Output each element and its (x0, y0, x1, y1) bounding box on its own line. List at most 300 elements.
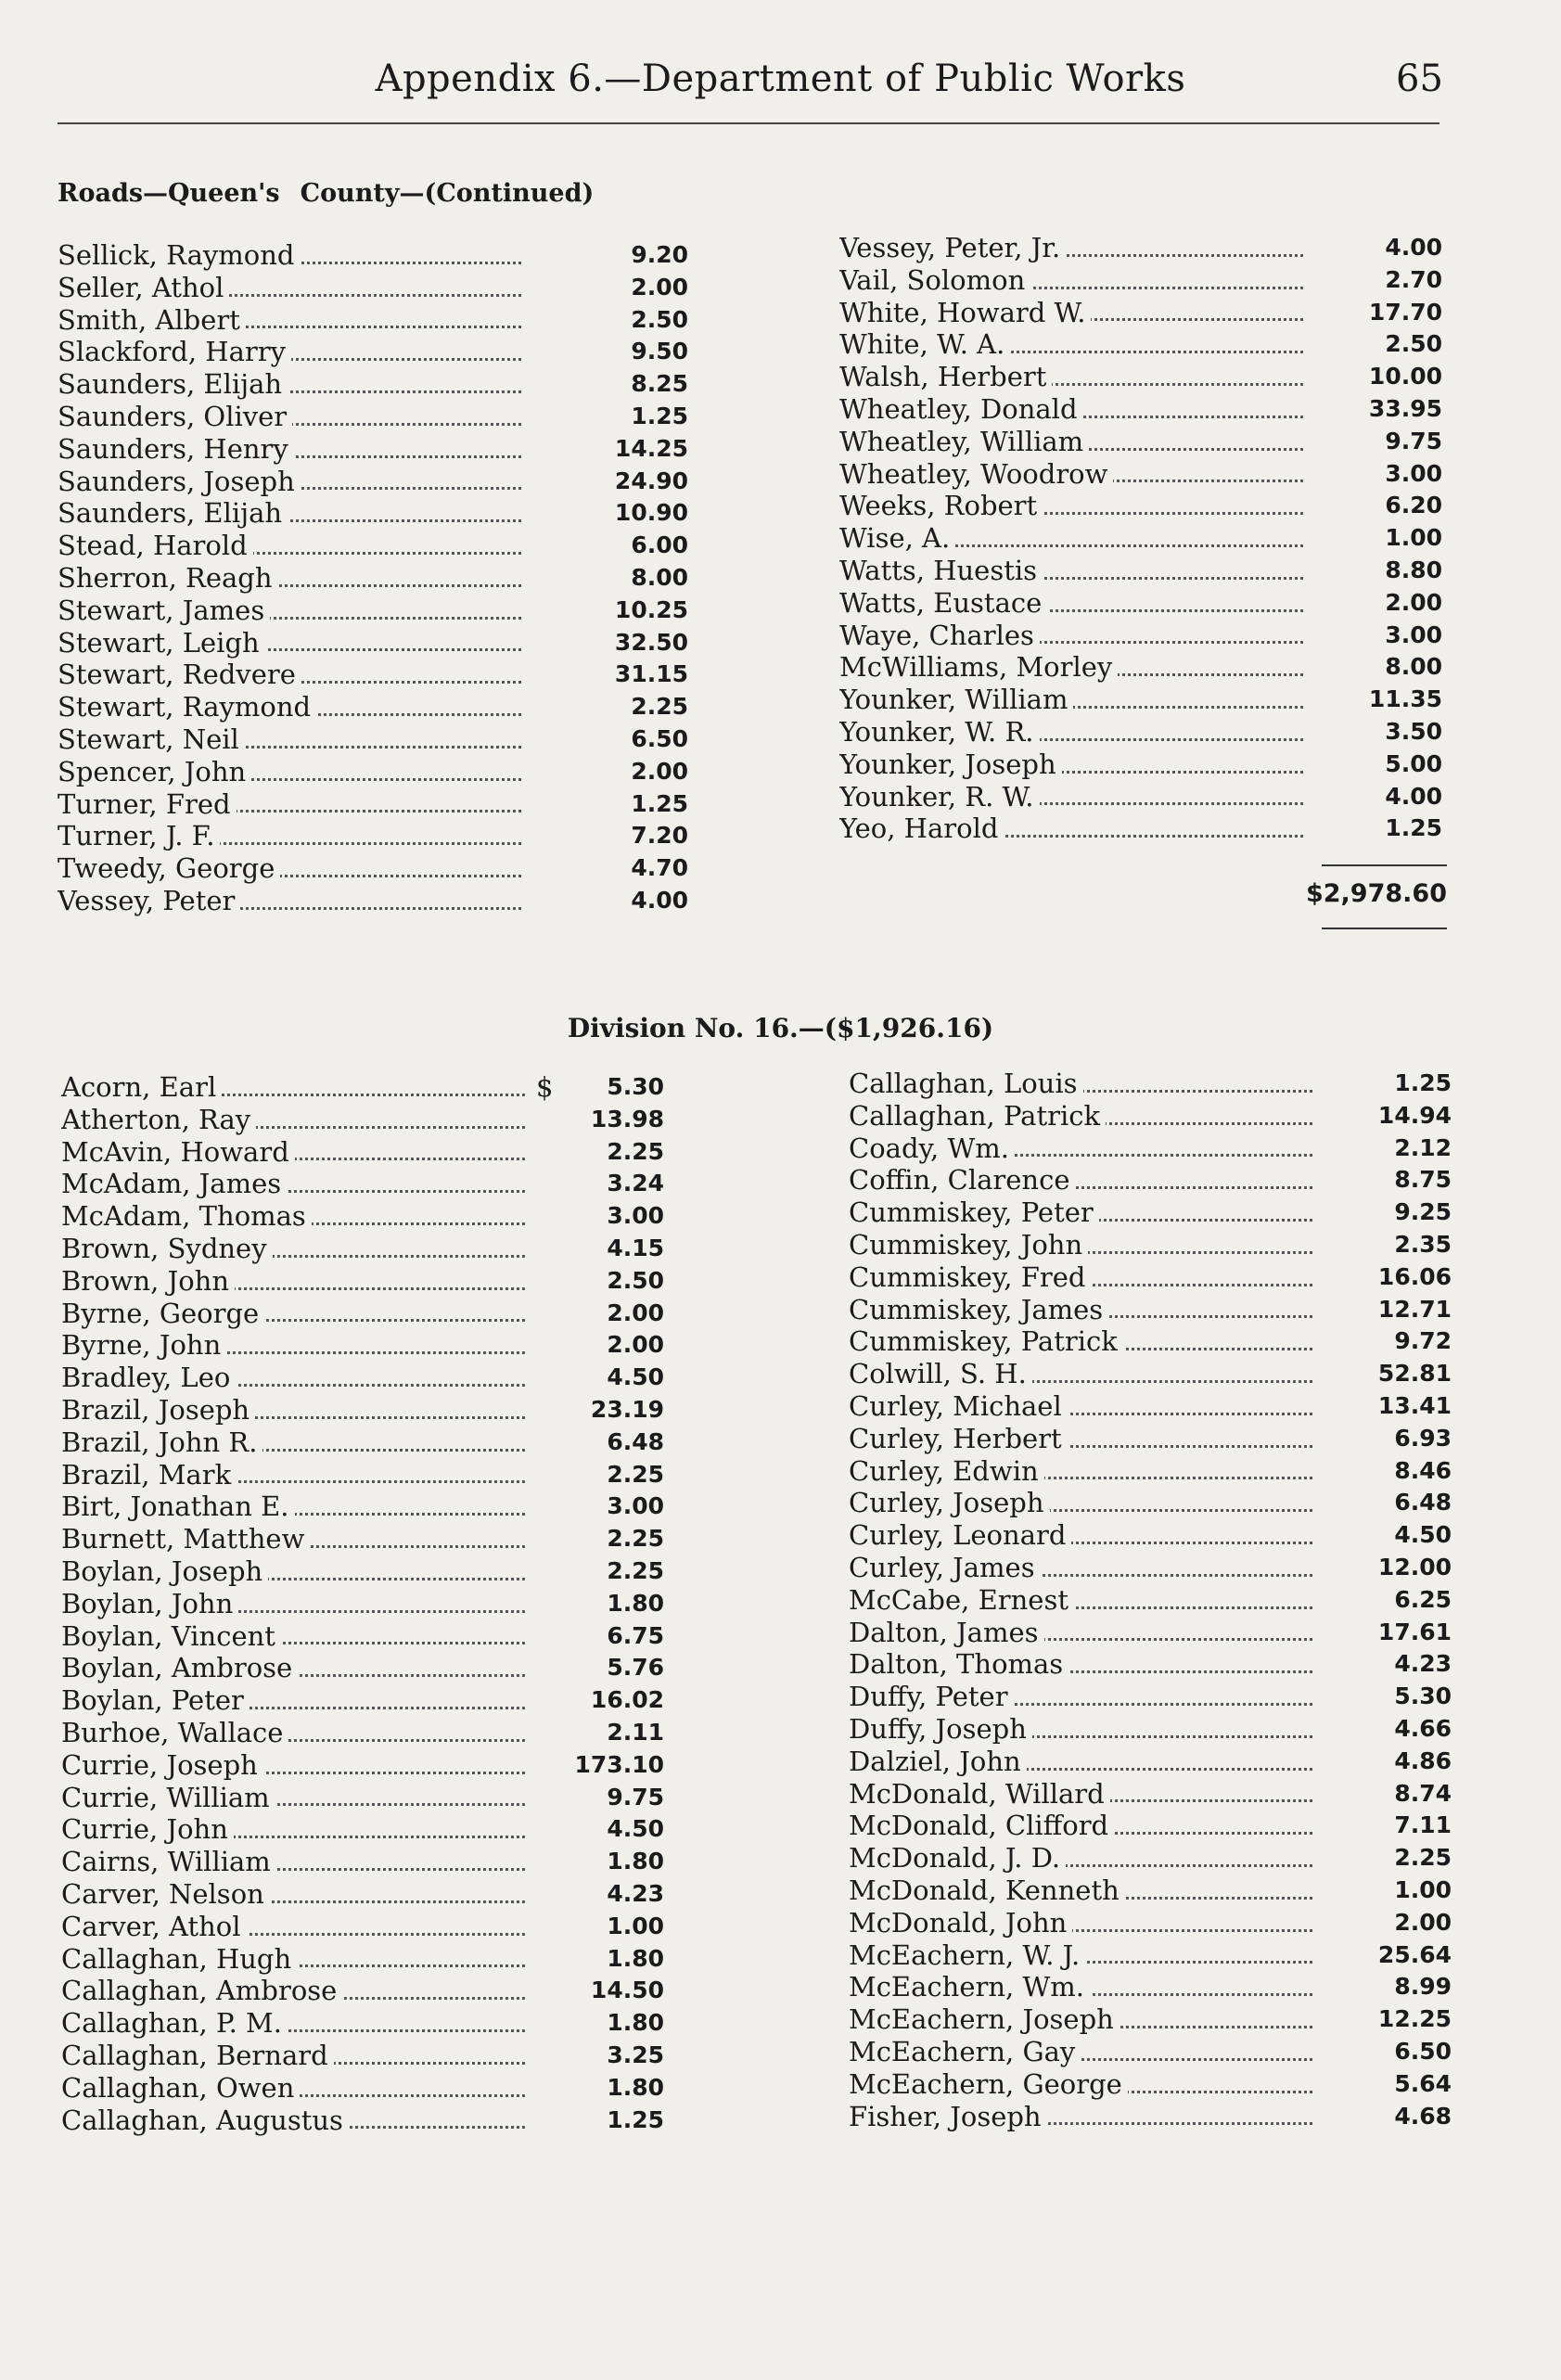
payment-amount: 17.70 (1368, 298, 1442, 326)
ledger-row (61, 2040, 664, 2072)
payee-name: Bradley, Leo (61, 1362, 236, 1393)
ledger-row (839, 781, 1442, 813)
payee-name: Callaghan, Augustus (61, 2105, 349, 2136)
payee-name: Sherron, Reagh (58, 562, 278, 594)
ledger-row (839, 426, 1442, 458)
payee-name: Brazil, John R. (61, 1427, 262, 1458)
payment-amount: 1.25 (607, 2105, 664, 2133)
payment-amount: 6.50 (1394, 2037, 1452, 2065)
payee-name: Younker, R. W. (839, 781, 1040, 813)
ledger-row (58, 659, 688, 691)
payment-amount: 4.50 (607, 1363, 664, 1391)
ledger-row (61, 1846, 664, 1878)
payee-name: Saunders, Elijah (58, 368, 288, 400)
ledger-row (61, 1878, 664, 1911)
ledger-row (61, 1394, 664, 1427)
ledger-row (849, 1164, 1452, 1196)
payment-amount: 2.11 (607, 1718, 664, 1746)
ledger-row (849, 2068, 1452, 2101)
payee-name: McDonald, J. D. (849, 1842, 1066, 1874)
ledger-row (61, 1362, 664, 1394)
payee-name: Spencer, John (58, 756, 251, 787)
payment-amount: 7.11 (1394, 1811, 1452, 1839)
payee-name: Younker, William (839, 684, 1073, 715)
payment-amount: 2.00 (607, 1331, 664, 1359)
payment-amount: 2.25 (607, 1525, 664, 1553)
payee-name: Boylan, Vincent (61, 1620, 281, 1652)
header-rule (58, 122, 1439, 124)
payee-name: Currie, Joseph (61, 1749, 263, 1781)
ledger-row (58, 272, 688, 304)
payee-name: Callaghan, Bernard (61, 2040, 334, 2071)
payee-name: Curley, Edwin (849, 1455, 1044, 1487)
payment-amount: 2.12 (1394, 1133, 1452, 1161)
ledger-row (61, 1523, 664, 1555)
payee-name: McEachern, W. J. (849, 1939, 1085, 1971)
payment-amount: 10.00 (1368, 363, 1442, 390)
payment-amount: 1.80 (607, 1589, 664, 1617)
ledger-row (58, 368, 688, 401)
payment-amount: 4.50 (607, 1815, 664, 1843)
ledger-row (849, 1455, 1452, 1488)
payee-name: Callaghan, Patrick (849, 1100, 1106, 1132)
payment-amount: 8.25 (631, 370, 688, 398)
ledger-row (849, 1810, 1452, 1842)
page-number: 65 (1396, 58, 1443, 100)
payee-name: McAvin, Howard (61, 1136, 295, 1168)
payee-name: McEachern, Gay (849, 2036, 1081, 2067)
ledger-row (58, 497, 688, 530)
ledger-row (58, 466, 688, 498)
payee-name: Boylan, Ambrose (61, 1652, 298, 1683)
payment-amount: 25.64 (1377, 1940, 1452, 1968)
ledger-row (61, 1652, 664, 1684)
payment-amount: 2.00 (1385, 588, 1442, 616)
payment-amount: 1.00 (607, 1912, 664, 1939)
payee-name: Walsh, Herbert (839, 361, 1052, 392)
payee-name: Cummiskey, John (849, 1229, 1088, 1260)
payment-amount: 1.80 (607, 2073, 664, 2101)
payment-amount: 32.50 (614, 628, 688, 656)
section-title (58, 179, 614, 208)
ledger-row (61, 2105, 664, 2137)
ledger-row (58, 433, 688, 466)
ledger-row (849, 1971, 1452, 2003)
payment-amount: 6.48 (607, 1427, 664, 1455)
payment-amount: 3.00 (1385, 459, 1442, 487)
payment-amount: 3.25 (607, 2041, 664, 2068)
payment-amount: 1.80 (607, 1944, 664, 1972)
section-title-part2: County—(Continued) (300, 179, 595, 208)
ledger-row (61, 1943, 664, 1976)
ledger-row (61, 1620, 664, 1653)
ledger-row (839, 393, 1442, 426)
payee-name: Burnett, Matthew (61, 1523, 310, 1555)
payee-name: Cairns, William (61, 1846, 276, 1877)
page-header-title: Appendix 6.—Department of Public Works (375, 58, 1186, 100)
payment-amount: 14.94 (1377, 1101, 1452, 1129)
total-rule-bottom (1322, 928, 1447, 929)
payment-amount: 11.35 (1368, 685, 1442, 713)
payment-amount: 8.00 (631, 563, 688, 591)
payment-amount: 9.72 (1394, 1327, 1452, 1355)
payee-name: Byrne, John (61, 1329, 226, 1361)
ledger-row (849, 1907, 1452, 1939)
payee-name: Stewart, James (58, 595, 270, 626)
payment-amount: 2.25 (607, 1137, 664, 1165)
payment-amount: 4.50 (1394, 1521, 1452, 1549)
payment-amount: 2.00 (1394, 1908, 1452, 1936)
payment-amount: 13.98 (590, 1105, 664, 1132)
payment-amount: 2.50 (631, 305, 688, 333)
payee-name: Cummiskey, Peter (849, 1196, 1099, 1228)
ledger-row (839, 620, 1442, 652)
payment-amount: 9.50 (631, 338, 688, 365)
payment-amount: 12.00 (1377, 1553, 1452, 1580)
payee-name: Byrne, George (61, 1298, 264, 1329)
payee-name: Callaghan, Louis (849, 1068, 1083, 1099)
payment-amount: 9.75 (607, 1783, 664, 1811)
ledger-row (61, 1975, 664, 2007)
ledger-row (849, 1261, 1452, 1294)
payee-name: Duffy, Peter (849, 1681, 1014, 1712)
payee-name: Curley, Michael (849, 1390, 1068, 1422)
payee-name: Saunders, Elijah (58, 497, 288, 529)
ledger-row (839, 716, 1442, 749)
payment-amount: 14.25 (614, 434, 688, 462)
payment-amount: 3.24 (607, 1170, 664, 1197)
ledger-row (58, 401, 688, 433)
payee-name: Stewart, Redvere (58, 659, 301, 690)
payee-name: White, Howard W. (839, 297, 1091, 328)
ledger-row (61, 1136, 664, 1169)
payee-name: Acorn, Earl (61, 1071, 222, 1103)
payment-amount: 17.61 (1377, 1618, 1452, 1645)
payment-amount: 2.25 (631, 693, 688, 721)
payment-amount: 4.00 (631, 886, 688, 914)
ledger-row (849, 1778, 1452, 1811)
payment-amount: 5.00 (1385, 749, 1442, 777)
payee-name: McAdam, Thomas (61, 1200, 312, 1232)
ledger-row (849, 2036, 1452, 2068)
ledger-row (58, 530, 688, 562)
ledger-row (849, 1746, 1452, 1778)
payment-amount: 1.25 (631, 402, 688, 429)
payment-amount: 1.25 (631, 789, 688, 817)
ledger-row (61, 1588, 664, 1620)
ledger-row (849, 1100, 1452, 1132)
ledger-row (61, 1459, 664, 1491)
bottom-right-ledger-list (849, 1068, 1452, 2132)
payee-name: McWilliams, Morley (839, 651, 1118, 683)
payment-amount: 8.74 (1394, 1779, 1452, 1807)
payee-name: Watts, Eustace (839, 587, 1047, 619)
payment-amount: 9.75 (1385, 427, 1442, 454)
payment-amount: 3.00 (1385, 621, 1442, 648)
payee-name: Cummiskey, Patrick (849, 1325, 1123, 1357)
ledger-row (61, 1555, 664, 1588)
payment-amount: 5.64 (1394, 2069, 1452, 2097)
payment-amount: 2.25 (607, 1556, 664, 1584)
payment-amount: 2.50 (607, 1266, 664, 1294)
payee-name: Birt, Jonathan E. (61, 1491, 295, 1522)
payment-amount: 8.99 (1394, 1973, 1452, 2001)
payee-name: Boylan, Joseph (61, 1555, 268, 1587)
ledger-row (849, 1229, 1452, 1261)
ledger-row (58, 595, 688, 627)
ledger-row (58, 820, 688, 852)
ledger-row (61, 1782, 664, 1814)
payee-name: McEachern, Joseph (849, 2003, 1120, 2035)
ledger-row (61, 1071, 664, 1104)
payee-name: McDonald, John (849, 1907, 1072, 1939)
payment-amount: 4.68 (1394, 2102, 1452, 2130)
ledger-row (58, 239, 688, 272)
payee-name: Stead, Harold (58, 530, 253, 561)
ledger-row (839, 684, 1442, 716)
payment-amount: 7.20 (631, 822, 688, 850)
ledger-row (61, 2072, 664, 2105)
ledger-row (61, 2007, 664, 2040)
payee-name: Wheatley, Woodrow (839, 458, 1113, 490)
payee-name: Stewart, Leigh (58, 627, 265, 659)
payee-name: Callaghan, Hugh (61, 1943, 297, 1975)
section-title-part1: Roads—Queen's (58, 179, 280, 208)
dollar-sign: $ (536, 1071, 554, 1103)
payee-name: Tweedy, George (58, 852, 280, 884)
payee-name: Atherton, Ray (61, 1104, 256, 1135)
payment-amount: 4.15 (607, 1234, 664, 1261)
ledger-row (839, 555, 1442, 587)
payee-name: McAdam, James (61, 1168, 287, 1199)
payee-name: Brown, John (61, 1265, 235, 1297)
ledger-row (839, 749, 1442, 781)
ledger-row (61, 1329, 664, 1362)
payment-amount: 9.20 (631, 241, 688, 268)
ledger-row (839, 458, 1442, 491)
ledger-row (61, 1813, 664, 1846)
payee-name: Curley, Leonard (849, 1519, 1071, 1551)
payment-amount: 6.00 (631, 531, 688, 559)
ledger-row (839, 490, 1442, 522)
payee-name: McCabe, Ernest (849, 1584, 1074, 1616)
ledger-row (849, 1713, 1452, 1746)
payment-amount: 2.00 (607, 1299, 664, 1326)
payee-name: Slackford, Harry (58, 336, 291, 367)
payee-name: Waye, Charles (839, 620, 1040, 651)
payee-name: Vessey, Peter, Jr. (839, 232, 1066, 263)
payee-name: Weeks, Robert (839, 490, 1043, 521)
top-right-ledger-list (839, 232, 1442, 845)
ledger-row (839, 813, 1442, 845)
payee-name: Dalton, Thomas (849, 1648, 1068, 1680)
payment-amount: 1.80 (607, 2009, 664, 2037)
ledger-row (58, 788, 688, 821)
payee-name: Brown, Sydney (61, 1233, 273, 1264)
payee-name: Younker, W. R. (839, 716, 1040, 748)
payee-name: Wheatley, William (839, 426, 1089, 457)
payee-name: McDonald, Kenneth (849, 1875, 1125, 1906)
payment-amount: 2.35 (1394, 1230, 1452, 1258)
payment-amount: 6.93 (1394, 1424, 1452, 1452)
ledger-row (849, 1552, 1452, 1584)
payee-name: Turner, J. F. (58, 820, 220, 851)
payment-amount: 23.19 (590, 1395, 664, 1423)
payment-amount: 33.95 (1368, 394, 1442, 422)
payment-amount: 24.90 (614, 467, 688, 494)
payment-amount: 1.25 (1394, 1069, 1452, 1096)
payee-name: Cummiskey, James (849, 1294, 1108, 1325)
payment-amount: 52.81 (1377, 1360, 1452, 1388)
payment-amount: 173.10 (574, 1750, 664, 1778)
ledger-row (58, 885, 688, 917)
ledger-row (849, 1294, 1452, 1326)
payee-name: Callaghan, Ambrose (61, 1975, 342, 2006)
ledger-row (849, 1939, 1452, 1972)
payment-amount: 13.41 (1377, 1391, 1452, 1419)
payee-name: Fisher, Joseph (849, 2101, 1047, 2132)
ledger-row (58, 852, 688, 885)
ledger-row (58, 562, 688, 595)
ledger-row (849, 2003, 1452, 2036)
ledger-row (58, 723, 688, 756)
ledger-row (849, 2101, 1452, 2133)
ledger-row (839, 297, 1442, 329)
ledger-row (849, 1487, 1452, 1519)
payee-name: White, W. A. (839, 328, 1010, 360)
ledger-row (61, 1265, 664, 1298)
ledger-row (58, 756, 688, 788)
payment-amount: 1.00 (1394, 1875, 1452, 1903)
payee-name: Younker, Joseph (839, 749, 1062, 780)
ledger-row (839, 328, 1442, 361)
payee-name: Dalton, James (849, 1617, 1044, 1648)
payee-name: Saunders, Oliver (58, 401, 292, 432)
payment-amount: 3.00 (607, 1492, 664, 1520)
payment-amount: 2.00 (631, 757, 688, 785)
payment-amount: 3.50 (1385, 717, 1442, 745)
payee-name: Wise, A. (839, 522, 955, 554)
payee-name: Vail, Solomon (839, 264, 1030, 296)
payee-name: Yeo, Harold (839, 813, 1004, 844)
payee-name: Curley, Joseph (849, 1487, 1050, 1518)
division-heading: Division No. 16.—($1,926.16) (567, 1013, 994, 1043)
ledger-row (839, 232, 1442, 264)
payment-amount: 16.06 (1377, 1262, 1452, 1290)
payee-name: Seller, Athol (58, 272, 229, 303)
payment-amount: 2.25 (1394, 1844, 1452, 1872)
payee-name: Saunders, Henry (58, 433, 294, 465)
payment-amount: 2.70 (1385, 265, 1442, 293)
payee-name: Watts, Huestis (839, 555, 1043, 586)
payee-name: Coady, Wm. (849, 1132, 1015, 1164)
payee-name: Curley, James (849, 1552, 1041, 1583)
payment-amount: 31.15 (614, 660, 688, 688)
payee-name: Currie, William (61, 1782, 275, 1813)
ledger-row (849, 1132, 1452, 1165)
payment-amount: 6.50 (631, 724, 688, 752)
payment-amount: 6.25 (1394, 1585, 1452, 1613)
ledger-row (61, 1233, 664, 1265)
total-rule-top (1322, 864, 1447, 866)
ledger-row (849, 1325, 1452, 1358)
payment-amount: 5.30 (607, 1073, 664, 1100)
ledger-row (849, 1584, 1452, 1617)
section-total: $2,978.60 (1305, 879, 1447, 908)
ledger-row (839, 587, 1442, 620)
ledger-row (839, 522, 1442, 555)
ledger-row (61, 1717, 664, 1749)
ledger-row (839, 361, 1442, 393)
payment-amount: 10.25 (614, 595, 688, 623)
payment-amount: 12.25 (1377, 2005, 1452, 2033)
payee-name: Dalziel, John (849, 1746, 1027, 1777)
ledger-row (849, 1423, 1452, 1455)
ledger-row (849, 1358, 1452, 1390)
ledger-row (61, 1427, 664, 1459)
payee-name: Burhoe, Wallace (61, 1717, 288, 1748)
payee-name: Vessey, Peter (58, 885, 240, 916)
payment-amount: 2.00 (631, 273, 688, 301)
payment-amount: 6.48 (1394, 1489, 1452, 1516)
ledger-row (61, 1684, 664, 1717)
payment-amount: 1.00 (1385, 524, 1442, 552)
ledger-row (849, 1648, 1452, 1681)
payee-name: Turner, Fred (58, 788, 237, 820)
payment-amount: 8.75 (1394, 1166, 1452, 1194)
ledger-row (58, 691, 688, 723)
payment-amount: 4.66 (1394, 1714, 1452, 1742)
ledger-row (58, 336, 688, 368)
payee-name: Carver, Athol (61, 1911, 247, 1942)
payment-amount: 8.80 (1385, 556, 1442, 583)
payment-amount: 2.50 (1385, 330, 1442, 358)
payee-name: Cummiskey, Fred (849, 1261, 1091, 1293)
payee-name: Stewart, Neil (58, 723, 245, 755)
payee-name: Sellick, Raymond (58, 239, 300, 271)
payment-amount: 5.76 (607, 1654, 664, 1682)
ledger-row (61, 1200, 664, 1233)
payee-name: McEachern, Wm. (849, 1971, 1090, 2003)
ledger-row (839, 264, 1442, 297)
payee-name: McEachern, George (849, 2068, 1128, 2100)
ledger-row (849, 1875, 1452, 1907)
ledger-row (849, 1390, 1452, 1423)
ledger-row (839, 651, 1442, 684)
ledger-row (61, 1911, 664, 1943)
payee-name: Boylan, Peter (61, 1684, 250, 1716)
payee-name: Carver, Nelson (61, 1878, 270, 1910)
payee-name: Callaghan, P. M. (61, 2007, 288, 2039)
ledger-row (849, 1068, 1452, 1100)
payee-name: Stewart, Raymond (58, 691, 316, 723)
ledger-row (849, 1681, 1452, 1713)
bottom-left-ledger-list (61, 1071, 664, 2136)
payee-name: Boylan, John (61, 1588, 238, 1619)
payment-amount: 8.46 (1394, 1456, 1452, 1484)
payee-name: Callaghan, Owen (61, 2072, 300, 2104)
ledger-row (849, 1196, 1452, 1229)
payee-name: Wheatley, Donald (839, 393, 1083, 425)
payment-amount: 5.30 (1394, 1683, 1452, 1710)
payment-amount: 4.00 (1385, 234, 1442, 261)
payment-amount: 6.20 (1385, 492, 1442, 519)
ledger-row (61, 1298, 664, 1330)
ledger-row (61, 1168, 664, 1200)
payee-name: Coffin, Clarence (849, 1164, 1076, 1196)
payee-name: Curley, Herbert (849, 1423, 1068, 1454)
ledger-row (849, 1617, 1452, 1649)
